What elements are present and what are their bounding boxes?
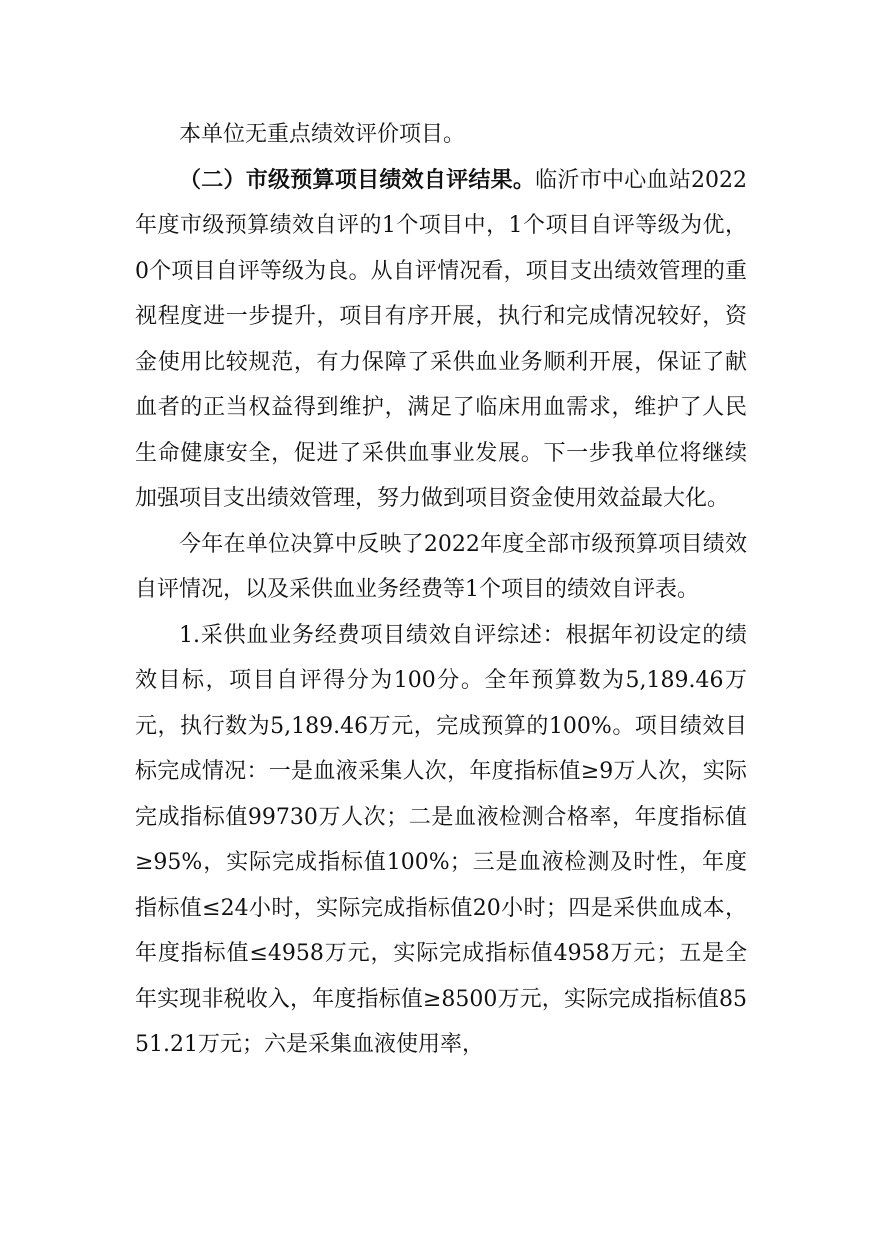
document-body — [135, 112, 747, 1068]
paragraph-self-evaluation-results — [135, 158, 747, 522]
paragraph-no-key-evaluation: 本单位无重点绩效评价项目。 — [179, 122, 466, 147]
paragraph-blood-supply-project-summary: 1.采供血业务经费项目绩效自评综述：根据年初设定的绩效目标，项目自评得分为100分。全年预算数为5,189.46万元，执行数为5,189.46万元，完成预算的100%。项目绩效目标完成情况：一是血液采集人次，年度指标值≥9万人次，实际完成指标值99730万人次；二是血液检测合格率，年度指标值≥95%，实际完成指标值100%；三是血液检测及时性，年度指标值≤24小时，实际完成指标值20小时；四是采供血成本，年度指标值≤4958万元，实际完成指标值4958万元；五是全年实现非税收入，年度指标值≥8500万元，实际完成指标值8551.21万元；六是采集血液使用率， — [135, 622, 747, 1057]
paragraph-final-accounts-reflection: 今年在单位决算中反映了2022年度全部市级预算项目绩效自评情况，以及采供血业务经费等1个项目的绩效自评表。 — [135, 531, 747, 602]
section-heading-body: 临沂市中心血站2022年度市级预算绩效自评的1个项目中，1个项目自评等级为优，0个项目自评等级为良。从自评情况看，项目支出绩效管理的重视程度进一步提升，项目有序开展，执行和完成情况较好，资金使用比较规范，有力保障了采供血业务顺利开展，保证了献血者的正当权益得到维护，满足了临床用血需求，维护了人民生命健康安全，促进了采供血事业发展。下一步我单位将继续加强项目支出绩效管理，努力做到项目资金使用效益最大化。 — [135, 167, 747, 511]
section-heading: （二）市级预算项目绩效自评结果。 — [179, 166, 536, 193]
